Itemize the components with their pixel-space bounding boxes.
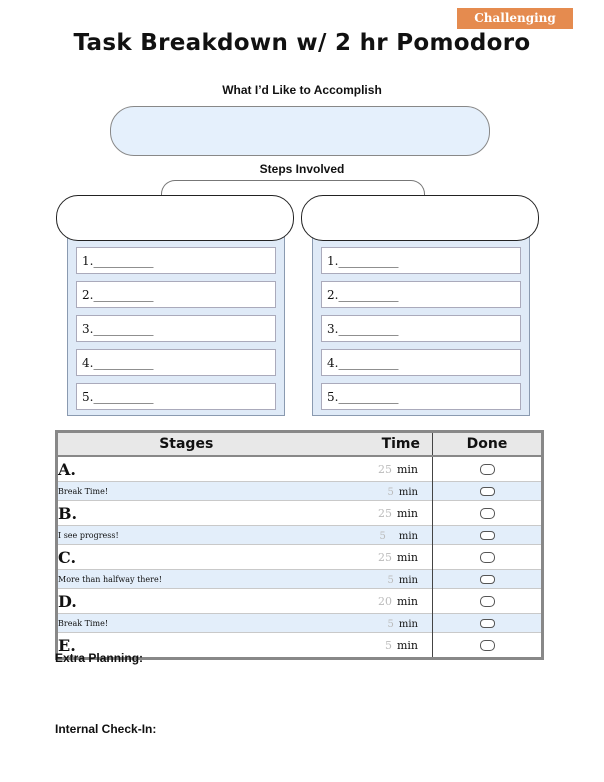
table-row bbox=[57, 501, 543, 526]
stage-minutes: 25 bbox=[377, 551, 392, 564]
steps-heading: Steps Involved bbox=[259, 162, 345, 176]
table-row bbox=[57, 526, 543, 545]
stages-table bbox=[55, 430, 544, 660]
difficulty-badge: Challenging bbox=[457, 8, 573, 29]
done-checkbox[interactable] bbox=[480, 575, 495, 584]
stage-minutes: 5 bbox=[384, 639, 392, 652]
right-step-4[interactable]: 4.__________ bbox=[321, 349, 521, 376]
table-row bbox=[57, 545, 543, 570]
right-step-group-title[interactable] bbox=[301, 195, 539, 241]
done-checkbox[interactable] bbox=[480, 464, 495, 475]
left-step-3[interactable]: 3.__________ bbox=[76, 315, 276, 342]
stage-unit: min bbox=[396, 463, 418, 476]
break-unit: min bbox=[398, 575, 418, 586]
stage-label: E. bbox=[57, 633, 315, 659]
left-step-group-title[interactable] bbox=[56, 195, 294, 241]
done-checkbox[interactable] bbox=[480, 596, 495, 607]
table-row bbox=[57, 570, 543, 589]
stages-header: Stages bbox=[57, 432, 315, 457]
break-label: I see progress! bbox=[57, 526, 315, 545]
break-unit: min bbox=[398, 619, 418, 630]
internal-checkin-label: Internal Check-In: bbox=[55, 722, 157, 736]
time-header: Time bbox=[315, 432, 433, 457]
page-title: Task Breakdown w/ 2 hr Pomodoro bbox=[73, 30, 531, 56]
right-step-1[interactable]: 1.__________ bbox=[321, 247, 521, 274]
table-row bbox=[57, 482, 543, 501]
goal-input-box[interactable] bbox=[110, 106, 490, 156]
done-checkbox[interactable] bbox=[480, 640, 495, 651]
break-unit: min bbox=[398, 531, 418, 542]
extra-planning-label: Extra Planning: bbox=[55, 651, 144, 665]
stage-minutes: 25 bbox=[377, 463, 392, 476]
stage-unit: min bbox=[396, 507, 418, 520]
stage-minutes: 20 bbox=[377, 595, 392, 608]
table-row bbox=[57, 614, 543, 633]
done-checkbox[interactable] bbox=[480, 531, 495, 540]
stage-unit: min bbox=[396, 595, 418, 608]
break-label: More than halfway there! bbox=[57, 570, 315, 589]
break-minutes: 5 bbox=[387, 575, 394, 586]
break-unit: min bbox=[398, 487, 418, 498]
stage-label: D. bbox=[57, 589, 315, 614]
right-step-5[interactable]: 5.__________ bbox=[321, 383, 521, 410]
break-minutes: 5 bbox=[387, 619, 394, 630]
done-checkbox[interactable] bbox=[480, 552, 495, 563]
left-step-2[interactable]: 2.__________ bbox=[76, 281, 276, 308]
done-checkbox[interactable] bbox=[480, 508, 495, 519]
stage-unit: min bbox=[396, 639, 418, 652]
stage-minutes: 25 bbox=[377, 507, 392, 520]
left-step-4[interactable]: 4.__________ bbox=[76, 349, 276, 376]
stage-label: B. bbox=[57, 501, 315, 526]
left-step-5[interactable]: 5.__________ bbox=[76, 383, 276, 410]
left-step-1[interactable]: 1.__________ bbox=[76, 247, 276, 274]
stage-unit: min bbox=[396, 551, 418, 564]
stage-label: C. bbox=[57, 545, 315, 570]
right-step-2[interactable]: 2.__________ bbox=[321, 281, 521, 308]
done-checkbox[interactable] bbox=[480, 487, 495, 496]
right-step-3[interactable]: 3.__________ bbox=[321, 315, 521, 342]
done-checkbox[interactable] bbox=[480, 619, 495, 628]
break-minutes: 5 bbox=[387, 487, 394, 498]
break-label: Break Time! bbox=[57, 614, 315, 633]
break-minutes: 5 bbox=[379, 531, 386, 542]
stage-label: A. bbox=[57, 456, 315, 482]
break-label: Break Time! bbox=[57, 482, 315, 501]
done-header: Done bbox=[433, 432, 543, 457]
table-row bbox=[57, 589, 543, 614]
right-steps-panel bbox=[312, 232, 530, 416]
table-row bbox=[57, 456, 543, 482]
goal-heading: What I’d Like to Accomplish bbox=[222, 83, 382, 97]
left-steps-panel bbox=[67, 232, 285, 416]
